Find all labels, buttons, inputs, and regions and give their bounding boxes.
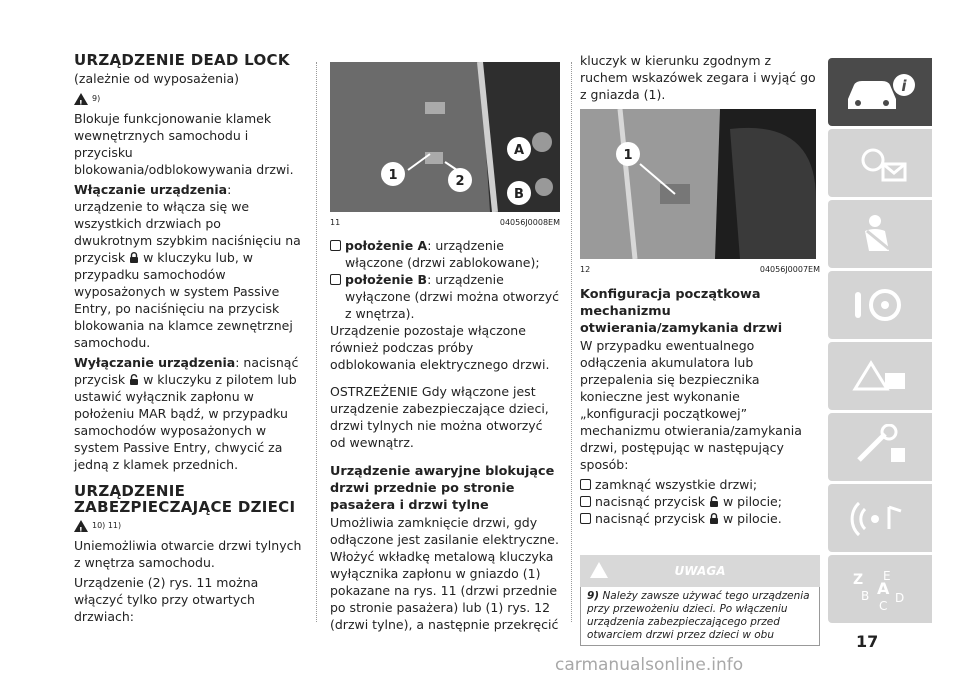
svg-text:i: i — [901, 77, 907, 95]
warning-lights-icon — [845, 140, 915, 186]
emergency-icon — [845, 353, 915, 399]
svg-text:C: C — [879, 599, 888, 612]
paragraph: OSTRZEŻENIE Gdy włączone jest urządzenie zabezpieczające dzieci, drzwi tylnych nie można otworzyć od wewnątrz. — [330, 384, 549, 450]
column-divider — [571, 62, 572, 622]
heading-dead-lock-sub: (zależnie od wyposażenia) — [74, 71, 239, 86]
warning-triangle-icon — [74, 93, 88, 105]
svg-text:D: D — [895, 591, 905, 605]
callout-1: 1 — [388, 168, 398, 183]
warning-note: 9) Należy zawsze używać tego urządzenia przy przewożeniu dzieci. Po włączeniu urządzenia zabezpieczającego przed otwarciem drzwi przez dzieci w obu — [580, 587, 820, 646]
paragraph: Urządzenie pozostaje włączone również podczas próby odblokowania elektrycznego drzwi. — [330, 323, 550, 372]
steering-icon — [845, 282, 915, 328]
figure-caption: 12 04056J0007EM — [580, 265, 820, 274]
svg-text:B: B — [861, 589, 870, 603]
column-3 — [580, 52, 820, 646]
figure-caption: 11 04056J0008EM — [330, 218, 560, 227]
checkbox-bullet-icon — [580, 496, 591, 507]
list-item: położenie B: urządzenie wyłączone (drzwi można otworzyć z wnętrza). — [330, 271, 560, 322]
callout-b: B — [514, 187, 524, 202]
subheading-emergency-lock: Urządzenie awaryjne blokujące drzwi przednie po stronie pasażera i drzwi tylne — [330, 464, 555, 513]
unlock-icon — [129, 374, 139, 385]
watermark: carmanualsonline.info — [555, 655, 744, 675]
paragraph: Uniemożliwia otwarcie drzwi tylnych z wnętrza samochodu. — [74, 538, 302, 570]
heading-dead-lock: URZĄDZENIE DEAD LOCK — [74, 51, 290, 69]
tab-driving[interactable] — [828, 271, 932, 339]
checkbox-bullet-icon — [330, 274, 341, 285]
paragraph: Wyłączanie urządzenia: nacisnąć przycisk w kluczyku z pilotem lub ustawić wyłącznik zapłonu w położeniu MAR bądź, w przypadku samochodów wyposażonych w system Passive Entry, chwycić za jedną z klamek przednich. — [74, 355, 299, 472]
list-item: położenie A: urządzenie włączone (drzwi zablokowane); — [330, 237, 560, 271]
index-icon — [845, 566, 915, 612]
callout-2: 2 — [455, 174, 465, 189]
tab-emergency[interactable] — [828, 342, 932, 410]
lock-icon — [129, 252, 139, 263]
list-item: zamknąć wszystkie drzwi; — [580, 476, 820, 493]
unlock-icon — [709, 496, 719, 507]
page-number: 17 — [856, 632, 879, 651]
checkbox-bullet-icon — [580, 513, 591, 524]
column-divider — [316, 62, 317, 622]
paragraph: Włączanie urządzenia: urządzenie to włącza się we wszystkich drzwiach po dwukrotnym szybkim naciśnięciu na przycisk w kluczyku lub, w przypadku samochodów wyposażonych w system Passive Entry, po naciśnięciu na przycisk blokowania na klamce zewnętrznej samochodu. — [74, 182, 301, 350]
callout-1: 1 — [623, 148, 633, 163]
column-2 — [330, 62, 560, 636]
svg-text:A: A — [877, 579, 890, 598]
paragraph: W przypadku ewentualnego odłączenia akumulatora lub przepalenia się bezpiecznika konieczne jest wykonanie „konfiguracji początkowej” mechanizmu otwierania/zamykania drzwi, postępując w następujący sposób: — [580, 338, 802, 472]
paragraph: Urządzenie (2) rys. 11 można włączyć tylko przy otwartych drzwiach: — [74, 575, 259, 624]
heading-child-lock: URZĄDZENIE ZABEZPIECZAJĄCE DZIECI — [74, 482, 296, 516]
column-1 — [74, 52, 302, 628]
car-info-icon — [840, 69, 920, 115]
warning-ref-1: ! 9) — [74, 90, 302, 107]
callout-a: A — [513, 143, 525, 158]
svg-text:Z: Z — [853, 572, 864, 588]
svg-text:E: E — [883, 569, 891, 583]
multimedia-icon — [845, 495, 915, 541]
paragraph: Blokuje funkcjonowanie klamek wewnętrznych samochodu i przycisku blokowania/odblokowywania drzwi. — [74, 111, 294, 177]
door-lock-illustration — [330, 62, 560, 212]
figure-12 — [580, 109, 816, 259]
maintenance-icon — [845, 424, 915, 470]
tab-safety[interactable] — [828, 200, 932, 268]
tab-car-info[interactable] — [828, 58, 932, 126]
tab-multimedia[interactable] — [828, 484, 932, 552]
paragraph: kluczyk w kierunku zgodnym z ruchem wskazówek zegara i wyjąć go z gniazda (1). — [580, 53, 816, 102]
tab-maintenance[interactable] — [828, 413, 932, 481]
list-item: nacisnąć przycisk w pilocie. — [580, 510, 820, 527]
tab-warning-lights[interactable] — [828, 129, 932, 197]
checkbox-bullet-icon — [330, 240, 341, 251]
warning-banner: UWAGA — [580, 555, 820, 587]
list-item: nacisnąć przycisk w pilocie; — [580, 493, 820, 510]
checkbox-bullet-icon — [580, 479, 591, 490]
warning-triangle-icon — [590, 562, 608, 578]
chapter-tabs — [828, 58, 932, 626]
figure-11 — [330, 62, 560, 212]
subheading-initial-config: Konfiguracja początkowa mechanizmu otwierania/zamykania drzwi — [580, 287, 783, 336]
warning-triangle-icon — [74, 520, 88, 532]
lock-icon — [709, 513, 719, 524]
tab-index[interactable] — [828, 555, 932, 623]
paragraph: Umożliwia zamknięcie drzwi, gdy odłączone jest zasilanie elektryczne. Włożyć wkładkę metalową kluczyka wyłącznika zapłonu w gniazdo (1) pokazane na rys. 11 (drzwi przednie po stronie pasażera) lub (1) rys. 12 (drzwi tylne), a następnie przekręcić — [330, 515, 559, 632]
seat-safety-icon — [845, 211, 915, 257]
rear-door-lock-illustration — [580, 109, 816, 259]
warning-ref-2: ! 10) 11) — [74, 517, 302, 534]
